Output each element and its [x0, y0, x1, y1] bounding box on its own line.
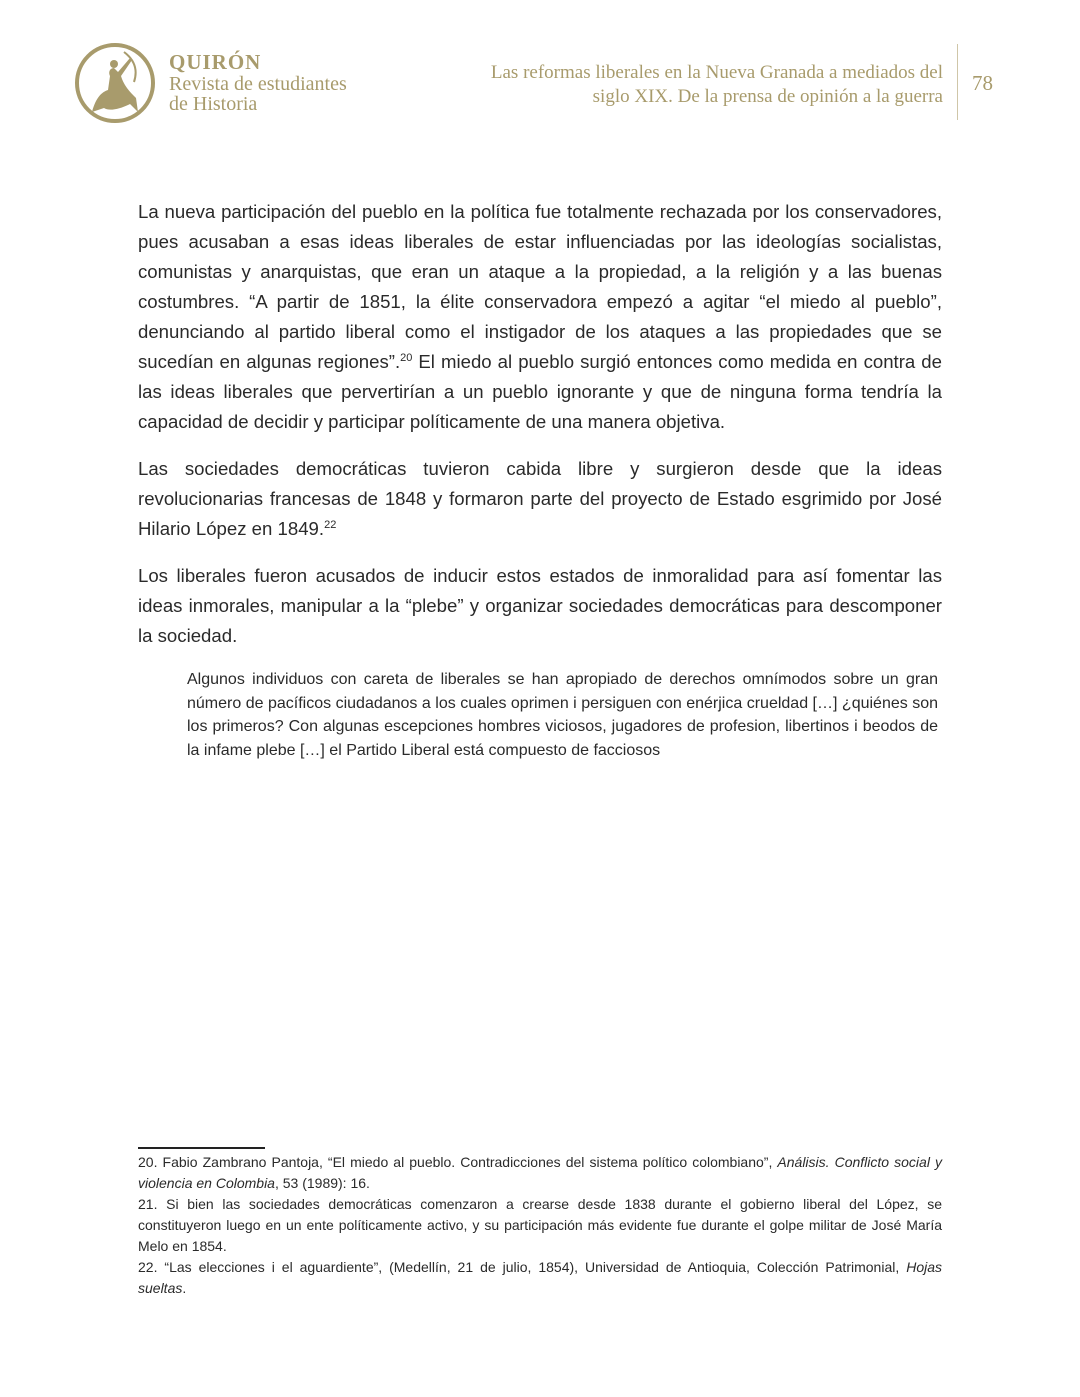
footnote — [138, 1257, 942, 1299]
block-quote: Algunos individuos con careta de liberales se han apropiado de derechos omnímodos sobre un gran número de pacíficos ciudadanos a los cuales oprimen i persiguen con enérjica crueldad […] ¿quiénes son los primeros? Con algunas escepciones hombres viciosos, jugadores de profesion, libertinos i beodos de la infame plebe […] el Partido Liberal está compuesto de facciosos — [187, 671, 938, 759]
centaur-logo-icon — [74, 42, 156, 124]
journal-subtitle: de Historia — [169, 93, 258, 115]
paragraph — [138, 197, 942, 437]
running-title-line: siglo XIX. De la prensa de opinión a la guerra — [592, 86, 943, 107]
paragraph-text: La nueva participación del pueblo en la política fue totalmente rechazada por los conservadores, pues acusaban a esas ideas liberales de estar influenciadas por las ideologías socialistas, comunistas y anarquistas, que eran un ataque a la propiedad, a la religión y a las buenas costumbres. “A partir de 1851, la élite conservadora empezó a agitar “el miedo al pueblo”, denunciando al partido liberal como el instigador de los ataques a las propiedades que se sucedían en algunas regiones”. — [138, 201, 942, 372]
footnote-text: . — [182, 1280, 187, 1296]
footnote-text: , 53 (1989): 16. — [274, 1175, 370, 1191]
footnote-text: 20. Fabio Zambrano Pantoja, “El miedo al pueblo. Contradicciones del sistema político colombiano”, — [138, 1154, 778, 1170]
journal-brand — [169, 50, 347, 114]
paragraph — [138, 561, 942, 651]
paragraph-text: El miedo al pueblo surgió entonces como medida en contra de las ideas liberales que pervertirían a un pueblo ignorante y que de ninguna forma tendría la capacidad de decidir y participar políticamente de una manera objetiva. — [138, 351, 942, 432]
footnote-ref[interactable]: 22 — [324, 518, 337, 531]
paragraph — [138, 454, 942, 544]
footnote-text: 21. Si bien las sociedades democráticas comenzaron a crearse desde 1838 durante el gobierno liberal del López, se constituyeron luego en un ente políticamente activo, y su participación más evidente fue durante el golpe militar de José María Melo en 1854. — [138, 1196, 942, 1254]
footnote — [138, 1152, 942, 1194]
article-body — [138, 197, 942, 762]
footnote-separator — [138, 1147, 265, 1149]
footnotes — [138, 1152, 942, 1299]
page-header — [0, 0, 1080, 140]
footnote — [138, 1194, 942, 1257]
journal-name: QUIRÓN — [169, 50, 262, 74]
footnote-text: 22. “Las elecciones i el aguardiente”, (Medellín, 21 de julio, 1854), Universidad de Antioquia, Colección Patrimonial, — [138, 1259, 907, 1275]
paragraph-text: Los liberales fueron acusados de inducir estos estados de inmoralidad para así fomentar las ideas inmorales, manipular a la “plebe” y organizar sociedades democráticas para descomponer la sociedad. — [138, 565, 942, 646]
journal-subtitle: Revista de estudiantes — [169, 73, 347, 95]
footnote-ref[interactable]: 20 — [400, 351, 413, 364]
paragraph-text: Las sociedades democráticas tuvieron cabida libre y surgieron desde que la ideas revolucionarias francesas de 1848 y formaron parte del proyecto de Estado esgrimido por José Hilario López en 1849. — [138, 458, 942, 539]
footnote-title: Análisis. Conflicto social y violencia en Colombia — [138, 1154, 942, 1191]
running-title — [491, 61, 943, 109]
page-number: 78 — [972, 71, 993, 95]
footnote-title: Hojas sueltas — [138, 1259, 942, 1296]
running-title-line: Las reformas liberales en la Nueva Granada a mediados del — [490, 62, 943, 83]
header-divider — [957, 44, 958, 120]
